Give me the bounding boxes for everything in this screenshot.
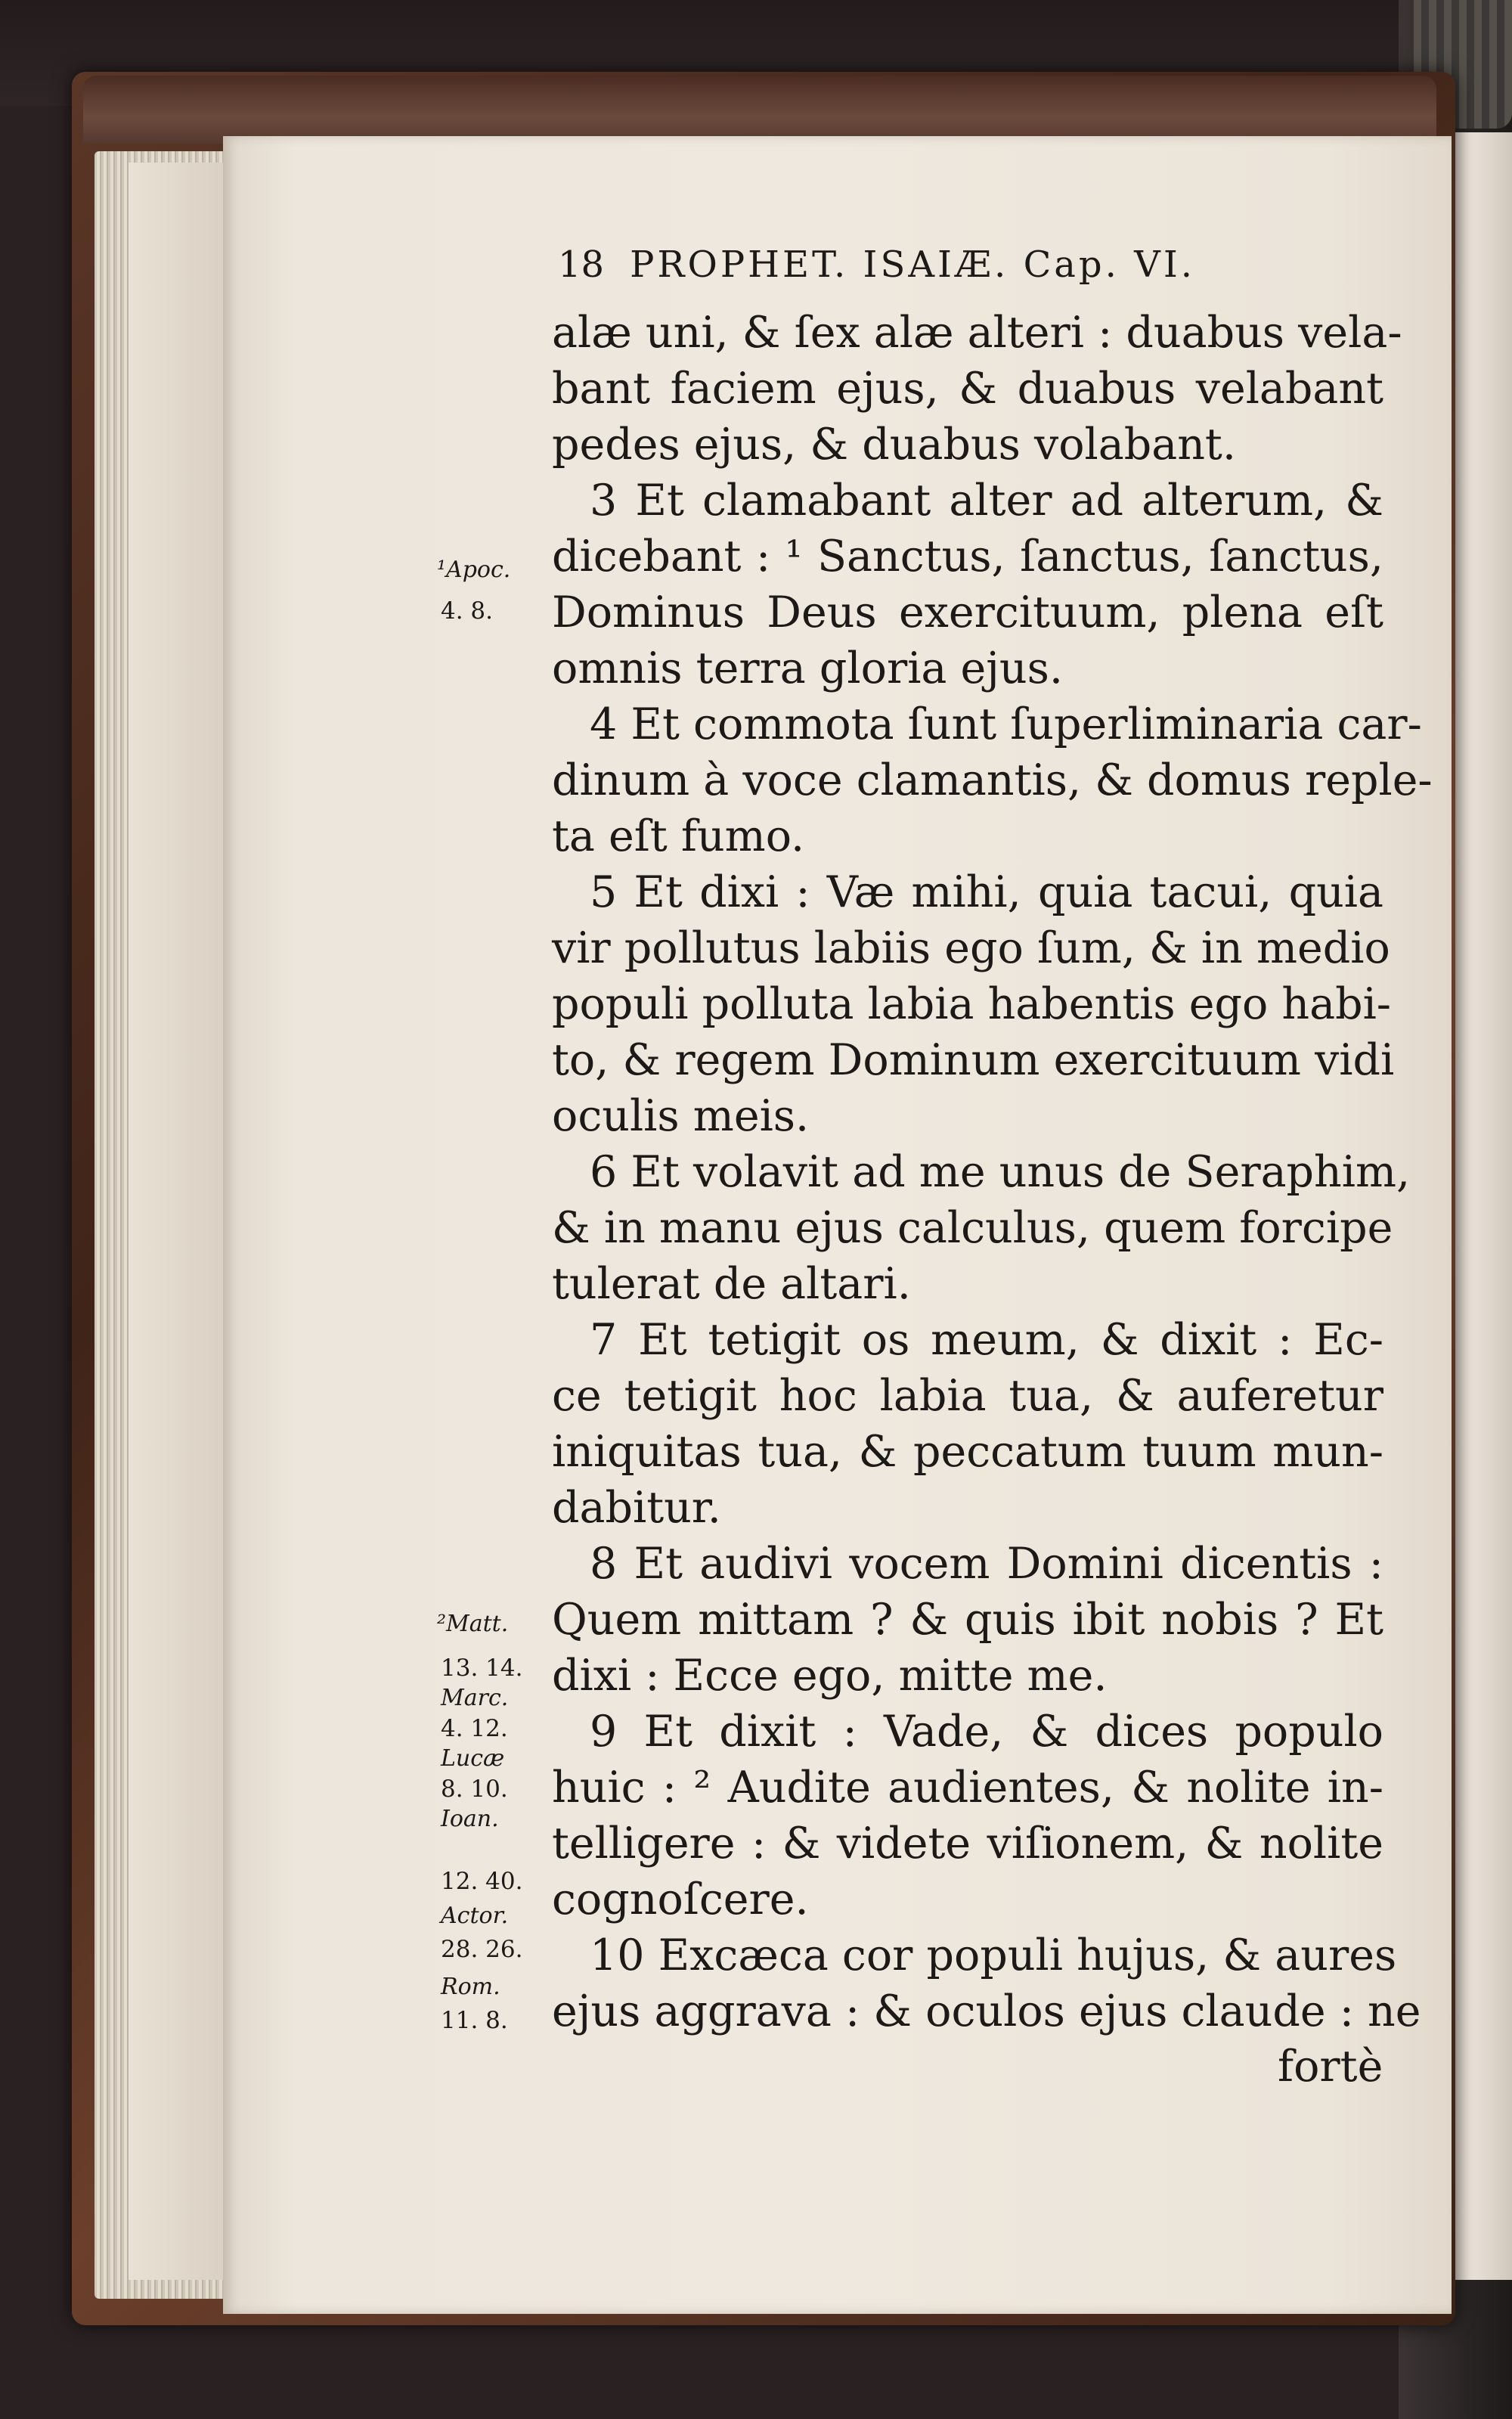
margin-note-verse: 11. 8. (441, 2007, 508, 2034)
running-title: PROPHET. ISAIÆ. Cap. VI. (630, 243, 1196, 286)
text-line: 4 Et commota ſunt ſuperliminaria car- (590, 699, 1422, 749)
text-line: dinum à voce clamantis, & domus reple- (552, 755, 1433, 805)
text-line: Quem mittam ? & quis ibit nobis ? Et (552, 1595, 1383, 1645)
text-line: telligere : & videte viſionem, & nolite (552, 1819, 1383, 1869)
text-line: ce tetigit hoc labia tua, & auferetur (552, 1371, 1383, 1421)
text-line: 3 Et clamabant alter ad alterum, & (590, 476, 1383, 526)
text-line: omnis terra gloria ejus. (552, 644, 1064, 693)
margin-note-verse: 4. 8. (441, 597, 494, 625)
text-line: Dominus Deus exercituum, plena eſt (552, 588, 1383, 637)
running-head (558, 243, 1382, 286)
margin-note-ref: Ioan. (441, 1806, 499, 1832)
page-number: 18 (558, 243, 605, 286)
text-line: 9 Et dixit : Vade, & dices populo (590, 1707, 1383, 1757)
margin-note-ref: Lucæ (441, 1745, 505, 1772)
margin-note-verse: 13. 14. (441, 1655, 523, 1682)
text-line: 8 Et audivi vocem Domini dicentis : (590, 1539, 1383, 1589)
text-line: pedes ejus, & duabus volabant. (552, 420, 1236, 470)
text-line: bant faciem ejus, & duabus velabant (552, 364, 1383, 414)
text-line: dabitur. (552, 1483, 721, 1533)
text-line: ejus aggrava : & oculos ejus claude : ne (552, 1986, 1421, 2036)
text-line: dixi : Ecce ego, mitte me. (552, 1651, 1108, 1701)
text-line: vir pollutus labiis ego ſum, & in medio (552, 923, 1390, 973)
text-line: tulerat de altari. (552, 1259, 911, 1309)
text-line: 10 Excæca cor populi hujus, & aures (590, 1931, 1397, 1980)
text-line: cognoſcere. (552, 1875, 809, 1924)
text-line: to, & regem Dominum exercituum vidi (552, 1035, 1395, 1085)
text-line: oculis meis. (552, 1091, 810, 1141)
margin-note-verse: 8. 10. (441, 1775, 508, 1803)
text-line: ta eſt fumo. (552, 811, 805, 861)
text-line: 7 Et tetigit os meum, & dixit : Ec- (590, 1315, 1383, 1365)
margin-note-ref: Actor. (441, 1903, 509, 1929)
text-line: dicebant : ¹ Sanctus, ſanctus, ſanctus, (552, 532, 1383, 581)
margin-note-verse: 12. 40. (441, 1868, 523, 1895)
text-line: 6 Et volavit ad me unus de Seraphim, (590, 1147, 1411, 1197)
margin-note-verse: 4. 12. (441, 1715, 508, 1742)
text-line: huic : ² Audite audientes, & nolite in- (552, 1763, 1383, 1813)
margin-note-ref: Rom. (441, 1974, 500, 2000)
margin-note-ref: ¹Apoc. (437, 557, 511, 583)
text-line: populi polluta labia habentis ego habi- (552, 979, 1392, 1029)
margin-note-ref: ²Matt. (437, 1611, 509, 1637)
text-line: & in manu ejus calculus, quem forcipe (552, 1203, 1393, 1253)
catchword: fortè (1278, 2042, 1383, 2092)
margin-note-ref: Marc. (441, 1685, 509, 1711)
text-line: 5 Et dixi : Væ mihi, quia tacui, quia (590, 867, 1383, 917)
text-line: iniquitas tua, & peccatum tuum mun- (552, 1427, 1383, 1477)
text-line: alæ uni, & ſex alæ alteri : duabus vela- (552, 308, 1402, 358)
margin-note-verse: 28. 26. (441, 1936, 523, 1963)
